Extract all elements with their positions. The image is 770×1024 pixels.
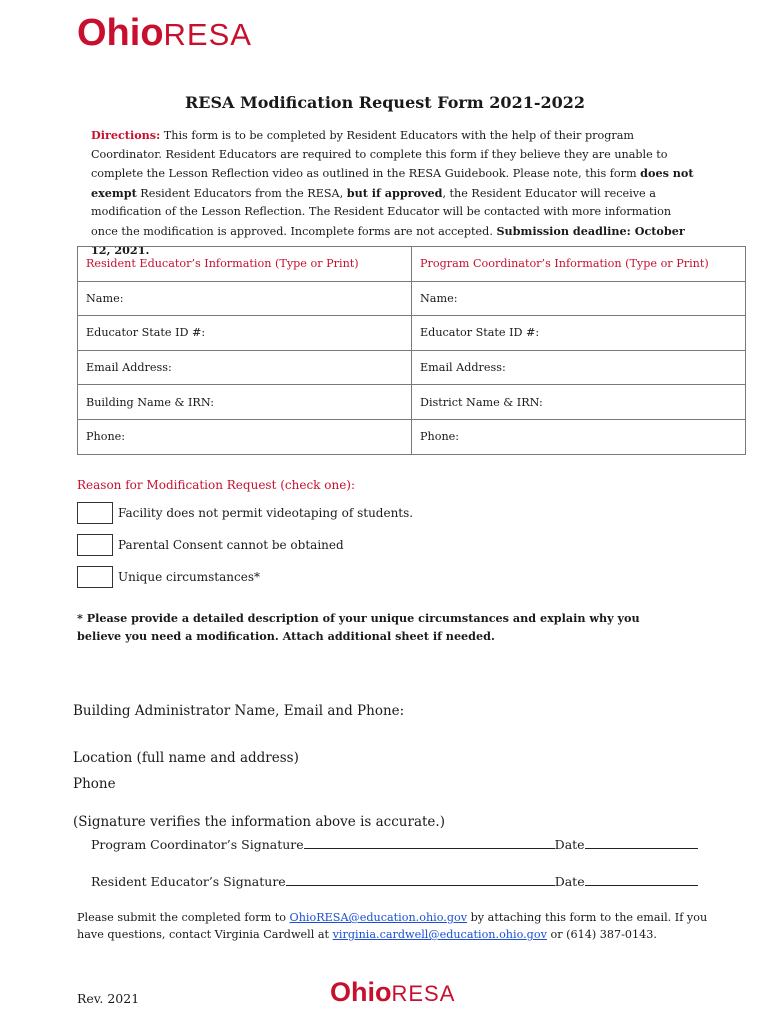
educator-signature-line (91, 874, 698, 889)
submit-text-3: or (614) 387-0143. (546, 928, 657, 941)
footer-logo-ohio-text: Ohio (330, 977, 392, 1007)
building-administrator-label: Building Administrator Name, Email and Phone: (73, 703, 405, 719)
directions-bold-1: does not exempt (91, 166, 694, 200)
submission-instructions (77, 909, 717, 943)
phone-label: Phone (73, 776, 116, 792)
reason-option-unique (77, 565, 260, 589)
facility-option-label: Facility does not permit videotaping of students. (118, 506, 414, 520)
unique-option-label: Unique circumstances* (118, 570, 260, 584)
directions-label: Directions: (91, 128, 161, 142)
page-title: RESA Modification Request Form 2021-2022 (185, 93, 585, 112)
logo-ohio-text: Ohio (77, 12, 164, 54)
submission-deadline: Submission deadline: October 12, 2021. (91, 223, 685, 257)
table-row (78, 419, 746, 454)
reason-option-parental-consent (77, 533, 344, 557)
footer-ohio-resa-logo (330, 976, 455, 1010)
educator-date-label: Date (554, 874, 585, 889)
coordinator-date-field[interactable] (585, 838, 698, 849)
table-row (78, 281, 746, 316)
logo-resa-text: RESA (163, 17, 252, 52)
ohioresa-email-link[interactable]: OhioRESA@education.ohio.gov (289, 911, 468, 924)
educator-state-id-field[interactable]: Educator State ID #: (78, 316, 412, 351)
directions-text-3: , the Resident Educator will receive a modification of the Lesson Reflection. The Resident Educator will be contacted with more information once the modification is approved. Incomplete forms are not accepted. (91, 186, 672, 238)
table-row (78, 350, 746, 385)
parental-consent-option-label: Parental Consent cannot be obtained (118, 538, 344, 552)
unique-circumstances-note: * Please provide a detailed description of your unique circumstances and explain why you believe you need a modification. Attach additional sheet if needed. (77, 611, 640, 643)
unique-circumstances-checkbox[interactable] (77, 566, 113, 588)
submit-text-2: by attaching this form to the email. If you have questions, contact Virginia Cardwell at (77, 911, 708, 941)
coordinator-date-label: Date (554, 837, 585, 852)
resident-educator-info-header: Resident Educator’s Information (Type or Print) (78, 247, 412, 282)
directions-text-2: Resident Educators from the RESA, (136, 186, 347, 200)
facility-checkbox[interactable] (77, 502, 113, 524)
coordinator-phone-field[interactable]: Phone: (412, 419, 746, 454)
ohio-resa-logo (77, 10, 252, 58)
coordinator-district-irn-field[interactable]: District Name & IRN: (412, 385, 746, 420)
coordinator-state-id-field[interactable]: Educator State ID #: (412, 316, 746, 351)
educator-name-field[interactable]: Name: (78, 281, 412, 316)
information-table (77, 246, 746, 455)
coordinator-signature-field[interactable] (304, 838, 555, 849)
educator-signature-field[interactable] (286, 875, 555, 886)
educator-building-irn-field[interactable]: Building Name & IRN: (78, 385, 412, 420)
coordinator-signature-line (91, 837, 698, 852)
submit-text-1: Please submit the completed form to (77, 911, 290, 924)
educator-date-field[interactable] (585, 875, 698, 886)
cardwell-email-link[interactable]: virginia.cardwell@education.ohio.gov (332, 928, 547, 941)
coordinator-email-field[interactable]: Email Address: (412, 350, 746, 385)
signature-verify-note: (Signature verifies the information above is accurate.) (73, 814, 445, 830)
table-row (78, 316, 746, 351)
reason-heading: Reason for Modification Request (check one): (77, 478, 356, 492)
educator-phone-field[interactable]: Phone: (78, 419, 412, 454)
table-row (78, 385, 746, 420)
coordinator-signature-label: Program Coordinator’s Signature (91, 837, 304, 852)
location-label: Location (full name and address) (73, 750, 299, 766)
directions-text-1: This form is to be completed by Resident Educators with the help of their program Coordinator. Resident Educators are required to complete this form if they believe they are unable to complete the Lesson Reflection video as outlined in the RESA Guidebook. Please note, this form (91, 129, 668, 180)
footer-logo-resa-text: RESA (391, 981, 456, 1006)
coordinator-name-field[interactable]: Name: (412, 281, 746, 316)
revision-label: Rev. 2021 (77, 991, 140, 1006)
educator-signature-label: Resident Educator’s Signature (91, 874, 286, 889)
program-coordinator-info-header: Program Coordinator’s Information (Type or Print) (412, 247, 746, 282)
reason-option-facility (77, 501, 413, 525)
directions-bold-2: but if approved (346, 185, 443, 200)
directions-paragraph (91, 126, 701, 261)
table-header-row (78, 247, 746, 282)
parental-consent-checkbox[interactable] (77, 534, 113, 556)
educator-email-field[interactable]: Email Address: (78, 350, 412, 385)
